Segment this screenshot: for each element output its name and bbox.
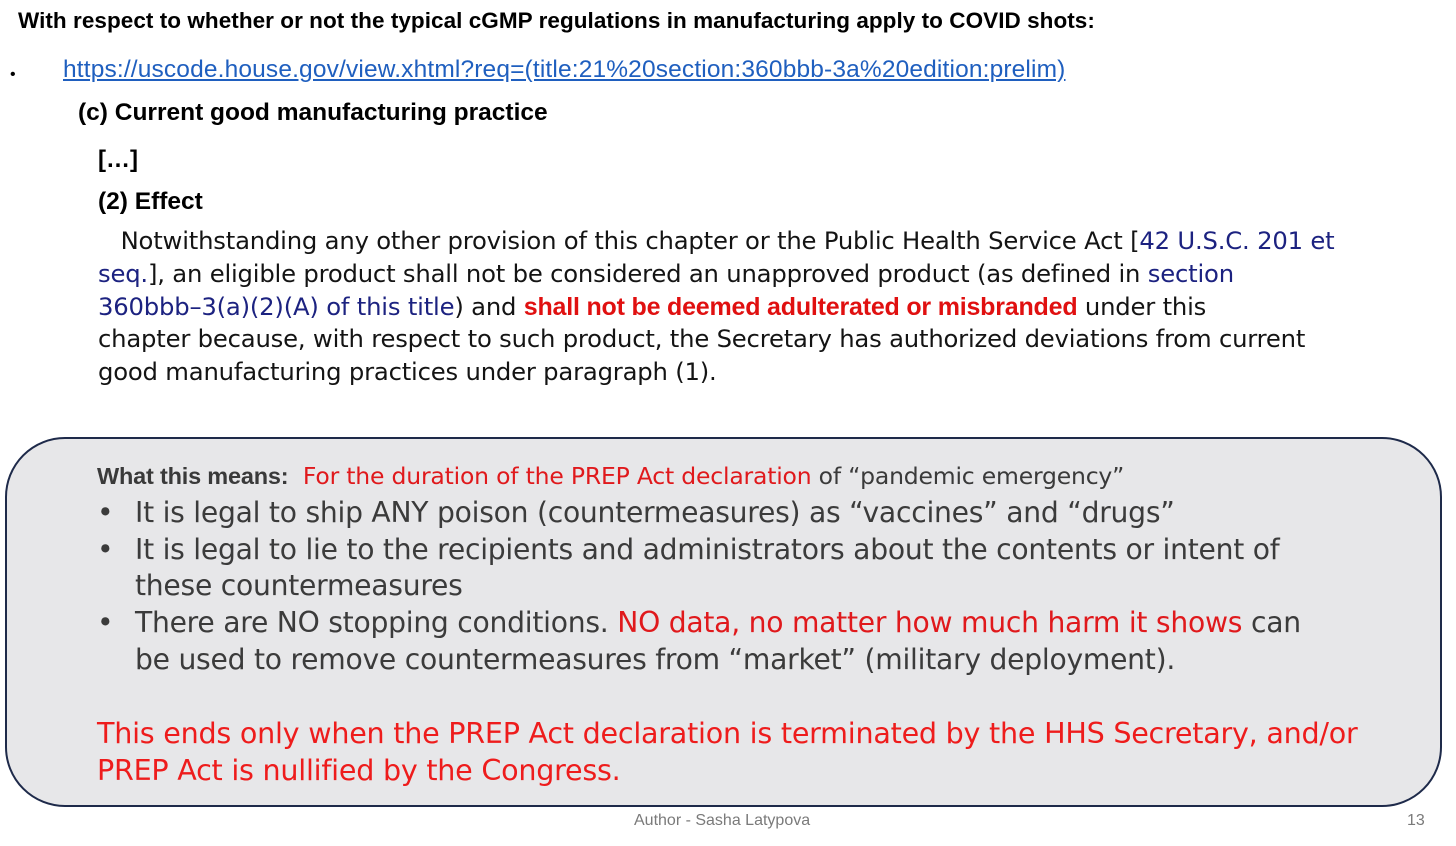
paragraph-line bbox=[98, 291, 1443, 324]
paragraph-text: ) and bbox=[454, 291, 524, 321]
callout-intro-text: of “pandemic emergency” bbox=[811, 462, 1125, 490]
callout-intro bbox=[97, 462, 1124, 490]
paragraph-text: under this bbox=[1077, 291, 1207, 321]
footer-author: Author - Sasha Latypova bbox=[634, 812, 811, 829]
callout-bullet bbox=[97, 532, 1427, 605]
bullet-text-part: There are NO stopping conditions. bbox=[135, 606, 618, 640]
paragraph-text: ], an eligible product shall not be considered an unapproved product (as defined in bbox=[147, 258, 1148, 288]
bullet-icon: • bbox=[97, 496, 114, 529]
bullet-highlight: NO data, no matter how much harm it shows bbox=[617, 606, 1243, 640]
bullet-text-part: can bbox=[1242, 606, 1301, 640]
page-number: 13 bbox=[1407, 812, 1425, 829]
callout-conclusion bbox=[97, 715, 1358, 788]
bullet-icon: • bbox=[97, 532, 114, 566]
section-reference-link[interactable]: 360bbb–3(a)(2)(A) of this title bbox=[98, 291, 455, 321]
bullet-text: these countermeasures bbox=[135, 569, 463, 603]
bullet-icon: • bbox=[97, 606, 114, 640]
phsa-reference-link[interactable]: 42 U.S.C. 201 et bbox=[1139, 226, 1335, 255]
uscode-link[interactable]: https://uscode.house.gov/view.xhtml?req=(title:21%20section:360bbb-3a%20edition:prelim) bbox=[63, 56, 1066, 83]
paragraph-line bbox=[98, 225, 1443, 258]
callout-bullet bbox=[97, 495, 1427, 532]
callout-label: What this means: bbox=[97, 463, 289, 489]
section-reference-link[interactable]: section bbox=[1147, 258, 1234, 288]
callout-bullet bbox=[97, 605, 1427, 678]
emphasis-text: shall not be deemed adulterated or misbranded bbox=[523, 292, 1078, 321]
conclusion-line: PREP Act is nullified by the Congress. bbox=[97, 752, 621, 787]
slide-heading: With respect to whether or not the typical cGMP regulations in manufacturing apply to COVID shots: bbox=[18, 8, 1095, 33]
bullet-icon: • bbox=[10, 66, 16, 83]
omission-marker: […] bbox=[98, 146, 138, 173]
callout-bullet-list bbox=[97, 495, 1427, 679]
bullet-text: be used to remove countermeasures from “market” (military deployment). bbox=[135, 642, 1176, 676]
paragraph-line: good manufacturing practices under paragraph (1). bbox=[98, 357, 717, 387]
paragraph-text: Notwithstanding any other provision of this chapter or the Public Health Service Act [ bbox=[98, 226, 1140, 255]
statute-paragraph bbox=[98, 225, 1443, 389]
conclusion-line: This ends only when the PREP Act declaration is terminated by the HHS Secretary, and/or bbox=[97, 716, 1358, 750]
paragraph-line: chapter because, with respect to such product, the Secretary has authorized deviations from current bbox=[98, 324, 1306, 354]
bullet-text: It is legal to lie to the recipients and administrators about the contents or intent of bbox=[135, 532, 1280, 566]
paragraph-line bbox=[98, 258, 1443, 291]
callout-intro-highlight: For the duration of the PREP Act declaration bbox=[302, 462, 812, 490]
statute-subsection-title: (2) Effect bbox=[98, 188, 203, 215]
statute-section-title: (c) Current good manufacturing practice bbox=[78, 99, 548, 126]
bullet-text: It is legal to ship ANY poison (countermeasures) as “vaccines” and “drugs” bbox=[135, 496, 1175, 529]
bullet-text bbox=[135, 605, 1427, 642]
phsa-reference-link[interactable]: seq. bbox=[98, 258, 148, 288]
